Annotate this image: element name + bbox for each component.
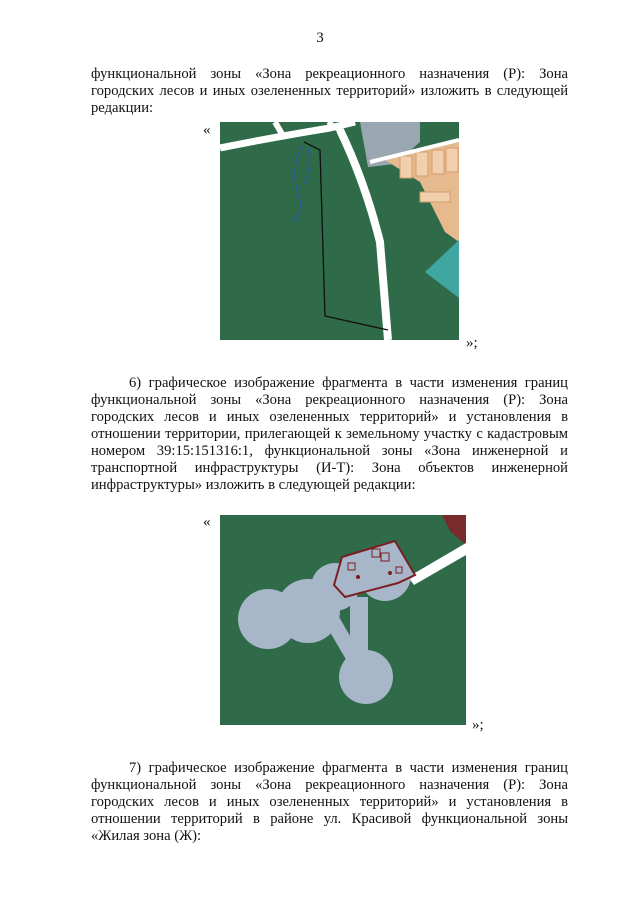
map1-open-quote: « [203, 122, 211, 138]
building [446, 148, 458, 172]
building [416, 152, 428, 176]
parcel-point [388, 571, 392, 575]
map2-open-quote: « [203, 514, 211, 530]
paragraph-item-6: 6) графическое изображение фрагмента в части изменения границ функциональной зоны «Зона рекреационного назначения (Р): Зона городских лесов и иных озелененных территорий» и установления в отношении территории, прилегающей к земельному участку с кадастровым номером 39:15:151316:1, функциональной зоны «Зона инженерной и транспортной инфраструктуры (И-Т): Зона объектов инженерной инфраструктуры» изложить в следующей редакции: [91, 375, 568, 493]
map1-close-quote: »; [466, 335, 478, 351]
page-number: 3 [316, 30, 324, 46]
map-fragment-2 [220, 515, 466, 725]
paragraph-item-7: 7) графическое изображение фрагмента в части изменения границ функциональной зоны «Зона рекреационного назначения (Р): Зона городских лесов и иных озелененных территорий» и установления в отношении территорий в районе ул. Красивой функциональной зоны «Жилая зона (Ж): [91, 760, 568, 844]
building [400, 156, 412, 178]
zone-it-circle [339, 650, 393, 704]
building [420, 192, 450, 202]
building [432, 150, 444, 174]
map-fragment-1 [220, 122, 459, 340]
paragraph-intro: функциональной зоны «Зона рекреационного назначения (Р): Зона городских лесов и иных озелененных территорий» изложить в следующей редакции: [91, 66, 568, 116]
parcel-point [356, 575, 360, 579]
map2-close-quote: »; [472, 717, 484, 733]
